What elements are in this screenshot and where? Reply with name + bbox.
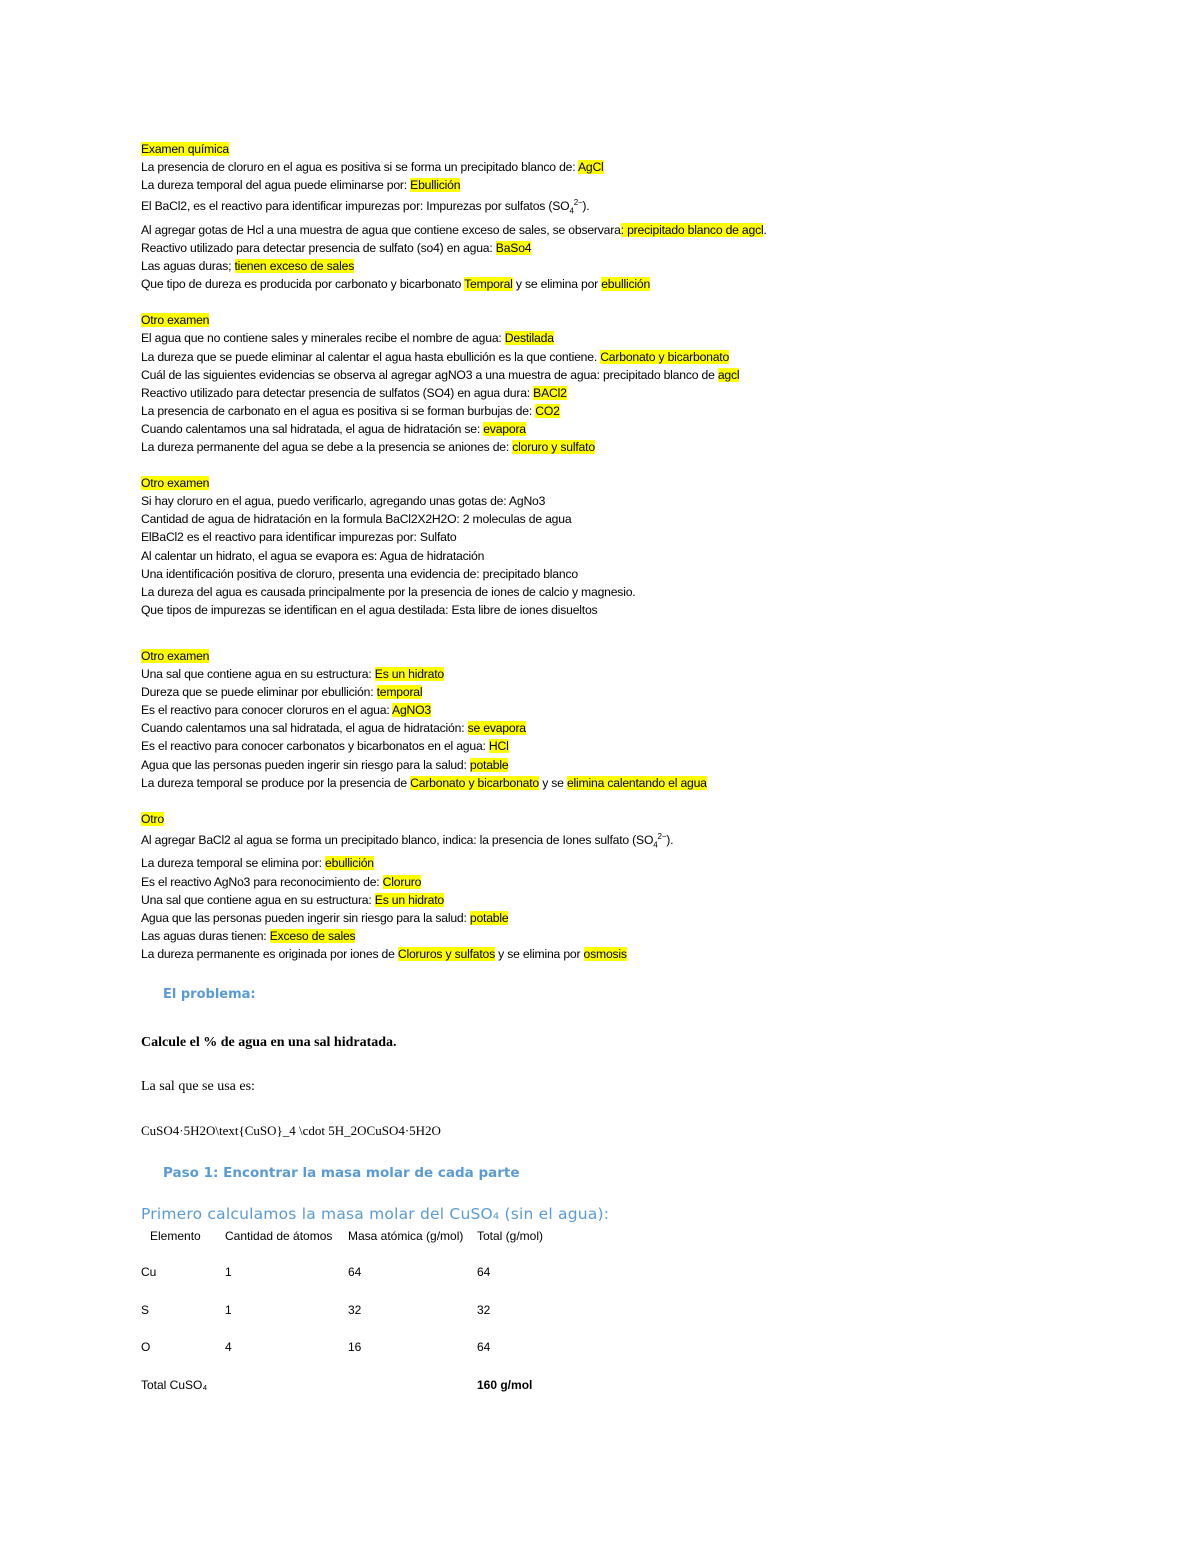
section-title — [141, 810, 1061, 828]
table-header-cell: Masa atómica (g/mol) — [348, 1229, 464, 1244]
highlight: Ebullición — [410, 178, 461, 193]
table-cell: 1 — [225, 1302, 232, 1317]
text: El agua que no contiene sales y minerales recibe el nombre de agua: — [141, 331, 505, 346]
highlight: potable — [469, 757, 509, 772]
highlight: evapora — [483, 421, 526, 436]
text: La dureza temporal del agua puede eliminarse por: — [141, 178, 411, 193]
text: Es el reactivo para conocer carbonatos y bicarbonatos en el agua: — [141, 739, 489, 754]
highlight: HCl — [488, 739, 509, 754]
table-cell: 64 — [348, 1265, 362, 1280]
text: Es el reactivo AgNo3 para reconocimiento de: — [141, 874, 383, 889]
text: La presencia de cloruro en el agua es positiva si se forma un precipitado blanco de: — [141, 160, 578, 175]
text: y se elimina por — [495, 946, 584, 961]
highlight: CO2 — [535, 403, 560, 418]
text: Agua que las personas pueden ingerir sin riesgo para la salud: — [141, 757, 470, 772]
highlight: Carbonato y bicarbonato — [410, 775, 540, 790]
table-cell: Cu — [141, 1265, 157, 1280]
text: Es el reactivo para conocer cloruros en el agua: — [141, 703, 393, 718]
section-title — [141, 311, 1061, 329]
table-row — [141, 1265, 597, 1303]
table-total-row — [141, 1378, 597, 1416]
highlight: Cloruros y sulfatos — [397, 946, 495, 961]
superscript: 2− — [573, 198, 583, 208]
text: Agua que las personas pueden ingerir sin riesgo para la salud: — [141, 910, 470, 925]
text-line — [141, 701, 1061, 719]
text: El BaCl2, es el reactivo para identificar impurezas por: Impurezas por sulfatos (SO — [141, 199, 570, 214]
text: ). — [582, 199, 590, 214]
text: La dureza temporal se elimina por: — [141, 856, 326, 871]
text-line — [141, 384, 1061, 402]
spacer — [141, 293, 1061, 311]
problem-statement: Calcule el % de agua en una sal hidratada. — [141, 1035, 397, 1051]
text-line: Cantidad de agua de hidratación en la formula BaCl2X2H2O: 2 moleculas de agua — [141, 512, 572, 527]
text-line — [141, 239, 1061, 257]
section-title — [141, 140, 1061, 158]
highlight: cloruro y sulfato — [512, 440, 595, 454]
highlight: temporal — [376, 685, 423, 700]
text-line: La dureza del agua es causada principalmente por la presencia de iones de calcio y magnesio. — [141, 584, 636, 599]
table-header-cell: Total (g/mol) — [477, 1229, 544, 1244]
highlight: tienen exceso de sales — [234, 259, 355, 274]
table-cell: S — [141, 1302, 150, 1317]
section-title — [141, 647, 1061, 665]
highlight: elimina calentando el agua — [566, 775, 707, 790]
highlight: BACl2 — [533, 385, 567, 400]
text: . — [763, 222, 767, 237]
text-line — [141, 683, 1061, 701]
table-cell: 32 — [477, 1302, 491, 1317]
spacer — [141, 792, 1061, 810]
text-line — [141, 873, 1061, 891]
table-cell: 64 — [477, 1265, 491, 1280]
text: La dureza permanente es originada por iones de — [141, 946, 398, 961]
text-line — [141, 158, 1061, 176]
spacer — [141, 456, 1061, 474]
table-total-label: Total CuSO₄ — [141, 1377, 208, 1392]
highlight: Otro examen — [141, 476, 210, 491]
text: Las aguas duras tienen: — [141, 928, 270, 943]
table-header-row — [141, 1229, 597, 1265]
text-line: Una identificación positiva de cloruro, presenta una evidencia de: precipitado blanco — [141, 566, 578, 581]
text: La dureza permanente del agua se debe a la presencia se aniones de: — [141, 440, 513, 454]
highlight: AgNO3 — [392, 703, 431, 718]
table-header-cell: Elemento — [150, 1229, 201, 1244]
text-line: Que tipos de impurezas se identifican en el agua destilada: Esta libre de iones disueltos — [141, 602, 598, 617]
highlight: Carbonato y bicarbonato — [600, 349, 730, 364]
text-line — [141, 366, 1061, 384]
table-cell: 16 — [348, 1340, 362, 1355]
document-page — [141, 140, 1061, 1415]
text-line — [141, 438, 1061, 456]
text: ). — [666, 832, 674, 847]
problem-heading: El problema: — [163, 987, 256, 1003]
text: La dureza que se puede eliminar al calentar el agua hasta ebullición es la que contiene. — [141, 349, 601, 364]
molar-mass-table — [141, 1229, 597, 1415]
text-line — [141, 828, 1061, 855]
text-line — [141, 891, 1061, 909]
text-line — [141, 927, 1061, 945]
text-line — [141, 275, 1061, 293]
highlight: Destilada — [504, 331, 554, 346]
text: y se — [539, 775, 567, 790]
highlight: : precipitado blanco de agcl — [620, 222, 764, 237]
step-heading: Paso 1: Encontrar la masa molar de cada parte — [163, 1165, 520, 1182]
formula-text: CuSO4·5H2O\text{CuSO}_4 \cdot 5H_2OCuSO4·5H2O — [141, 1123, 441, 1139]
highlight: ebullición — [601, 277, 651, 292]
text-line — [141, 774, 1061, 792]
text: Una sal que contiene agua en su estructura: — [141, 892, 375, 907]
highlight: BaSo4 — [495, 240, 532, 255]
text: Reactivo utilizado para detectar presencia de sulfatos (SO4) en agua dura: — [141, 385, 534, 400]
highlight: potable — [469, 910, 509, 925]
spacer — [141, 619, 1061, 647]
superscript: 2− — [657, 831, 667, 841]
highlight: Exceso de sales — [269, 928, 356, 943]
highlight: Es un hidrato — [374, 667, 444, 682]
text-line — [141, 329, 1061, 347]
highlight: Otro — [141, 811, 164, 826]
table-header-cell: Cantidad de átomos — [225, 1229, 333, 1244]
text: Que tipo de dureza es producida por carbonato y bicarbonato — [141, 277, 465, 292]
text: La dureza temporal se produce por la presencia de — [141, 775, 411, 790]
highlight: Temporal — [464, 277, 513, 292]
text-line — [141, 348, 1061, 366]
highlight: se evapora — [467, 721, 526, 736]
text-line — [141, 756, 1061, 774]
text-line: Al calentar un hidrato, el agua se evapora es: Agua de hidratación — [141, 548, 485, 563]
table-cell: 4 — [225, 1340, 232, 1355]
text-line — [141, 402, 1061, 420]
highlight: Examen química — [141, 142, 229, 156]
text-line — [141, 854, 1061, 872]
table-cell: 32 — [348, 1302, 362, 1317]
text: Reactivo utilizado para detectar presencia de sulfato (so4) en agua: — [141, 240, 496, 255]
text: Cuando calentamos una sal hidratada, el agua de hidratación: — [141, 721, 468, 736]
highlight: Es un hidrato — [374, 892, 444, 907]
text: Al agregar gotas de Hcl a una muestra de agua que contiene exceso de sales, se observara — [141, 222, 621, 237]
table-cell: 1 — [225, 1265, 232, 1280]
highlight: osmosis — [583, 946, 627, 961]
subscript: 4 — [569, 206, 574, 216]
text-line — [141, 909, 1061, 927]
text: y se elimina por — [512, 277, 602, 292]
text-line — [141, 665, 1061, 683]
highlight: Otro examen — [141, 648, 210, 663]
salt-intro: La sal que se usa es: — [141, 1079, 255, 1095]
text-line: ElBaCl2 es el reactivo para identificar impurezas por: Sulfato — [141, 530, 457, 545]
text-line — [141, 737, 1061, 755]
calc-heading: Primero calculamos la masa molar del CuSO₄ (sin el agua): — [141, 1205, 610, 1224]
highlight: AgCl — [577, 160, 604, 175]
highlight: ebullición — [325, 856, 374, 871]
text: Cuál de las siguientes evidencias se observa al agregar agNO3 a una muestra de agua: precipitado blanco de — [141, 367, 718, 382]
text: La presencia de carbonato en el agua es positiva si se forman burbujas de: — [141, 403, 536, 418]
text-line — [141, 176, 1061, 194]
highlight: agcl — [717, 367, 740, 382]
text-line: Si hay cloruro en el agua, puedo verificarlo, agregando unas gotas de: AgNo3 — [141, 494, 546, 509]
text: Cuando calentamos una sal hidratada, el agua de hidratación se: — [141, 421, 484, 436]
text-line — [141, 257, 1061, 275]
subscript: 4 — [653, 840, 658, 850]
text: Dureza que se puede eliminar por ebullición: — [141, 685, 377, 700]
text-line — [141, 221, 1061, 239]
text: Al agregar BaCl2 al agua se forma un precipitado blanco, indica: la presencia de Iones sulfato (SO — [141, 832, 654, 847]
table-row — [141, 1303, 597, 1341]
text-line — [141, 719, 1061, 737]
highlight: Cloruro — [382, 874, 422, 889]
table-total-value: 160 g/mol — [477, 1377, 533, 1392]
text: Una sal que contiene agua en su estructura: — [141, 667, 375, 682]
section-title — [141, 474, 1061, 492]
text-line — [141, 420, 1061, 438]
text-line — [141, 194, 1061, 221]
table-cell: O — [141, 1340, 151, 1355]
table-cell: 64 — [477, 1340, 491, 1355]
table-row — [141, 1340, 597, 1378]
text-line — [141, 945, 1061, 963]
text: Las aguas duras; — [141, 259, 235, 274]
highlight: Otro examen — [141, 313, 210, 328]
